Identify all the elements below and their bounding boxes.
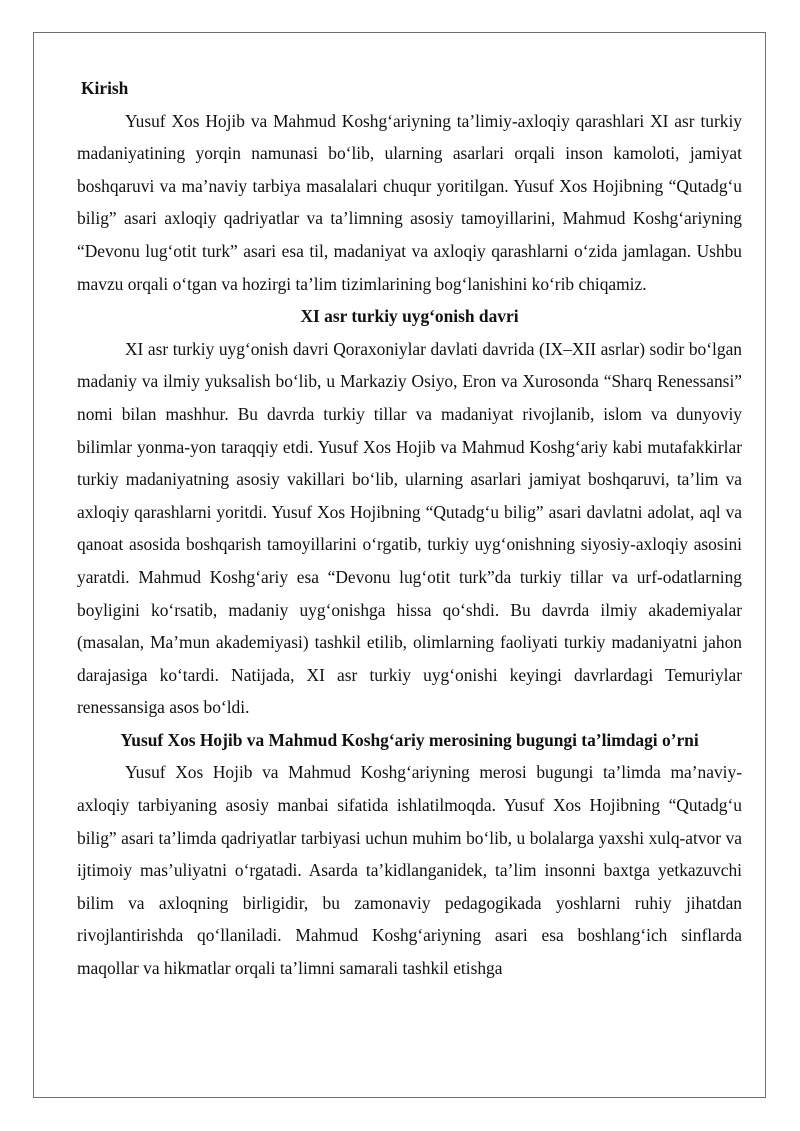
section-heading-legacy: Yusuf Xos Hojib va Mahmud Koshg‘ariy merosining bugungi ta’limdagi o’rni [120,729,699,750]
section-heading-introduction: Kirish [81,78,129,98]
paragraph-introduction: Yusuf Xos Hojib va Mahmud Koshg‘ariyning ta’limiy-axloqiy qarashlari XI asr turkiy madaniyatining yorqin namunasi bo‘lib, ularning asarlari orqali inson kamoloti, jamiyat boshqaruvi va ma’naviy tarbiya masalalari chuqur yoritilgan. Yusuf Xos Hojibning “Qutadg‘u bilig” asari axloqiy qadriyatlar va ta’limning asosiy tamoyillarini, Mahmud Koshg‘ariyning “Devonu lug‘otit turk” asari esa til, madaniyat va axloqiy qarashlarni o‘zida jamlagan. Ushbu mavzu orqali o‘tgan va hozirgi ta’lim tizimlarining bog‘lanishini ko‘rib chiqamiz. [77,110,742,294]
paragraph-renaissance: XI asr turkiy uyg‘onish davri Qoraxoniylar davlati davrida (IX–XII asrlar) sodir bo‘lgan madaniy va ilmiy yuksalish bo‘lib, u Markaziy Osiyo, Eron va Xurosonda “Sharq Renessansi” nomi bilan mashhur. Bu davrda turkiy tillar va madaniyat rivojlanib, islom va dunyoviy bilimlar yonma-yon taraqqiy etdi. Yusuf Xos Hojib va Mahmud Koshg‘ariy kabi mutafakkirlar turkiy madaniyatning asosiy vakillari bo‘lib, ularning asarlari jamiyat boshqaruvi, ta’lim va axloqiy qarashlarni yoritdi. Yusuf Xos Hojibning “Qutadg‘u bilig” asari davlatni adolat, aql va qanoat asosida boshqarish tamoyillarini o‘rgatib, turkiy uyg‘onishning siyosiy-axloqiy asosini yaratdi. Mahmud Koshg‘ariy esa “Devonu lug‘otit turk”da turkiy tillar va urf-odatlarning boyligini ko‘rsatib, madaniy uyg‘onishga hissa qo‘shdi. Bu davrda ilmiy akademiyalar (masalan, Ma’mun akademiyasi) tashkil etilib, olimlarning faoliyati turkiy madaniyatni jahon darajasiga ko‘tardi. Natijada, XI asr turkiy uyg‘onishi keyingi davrlardagi Temuriylar renessansiga asos bo‘ldi. [77,338,742,718]
section-heading-renaissance: XI asr turkiy uyg‘onish davri [300,306,519,327]
paragraph-legacy: Yusuf Xos Hojib va Mahmud Koshg‘ariyning merosi bugungi ta’limda ma’naviy-axloqiy tarbiyaning asosiy manbai sifatida ishlatilmoqda. Yusuf Xos Hojibning “Qutadg‘u bilig” asari ta’limda qadriyatlar tarbiyasi uchun muhim bo‘lib, u bolalarga yaxshi xulq-atvor va ijtimoiy mas’uliyatni o‘rgatadi. Asarda ta’kidlanganidek, ta’lim insonni baxtga yetkazuvchi bilim va axloqning birligidir, bu zamonaviy pedagogikada yoshlarni ruhiy jihatdan rivojlantirishda qo‘llaniladi. Mahmud Koshg‘ariyning asari esa boshlang‘ich sinflarda maqollar va hikmatlar orqali ta’limni samarali tashkil etishga [77,762,742,979]
document-body [77,72,742,985]
